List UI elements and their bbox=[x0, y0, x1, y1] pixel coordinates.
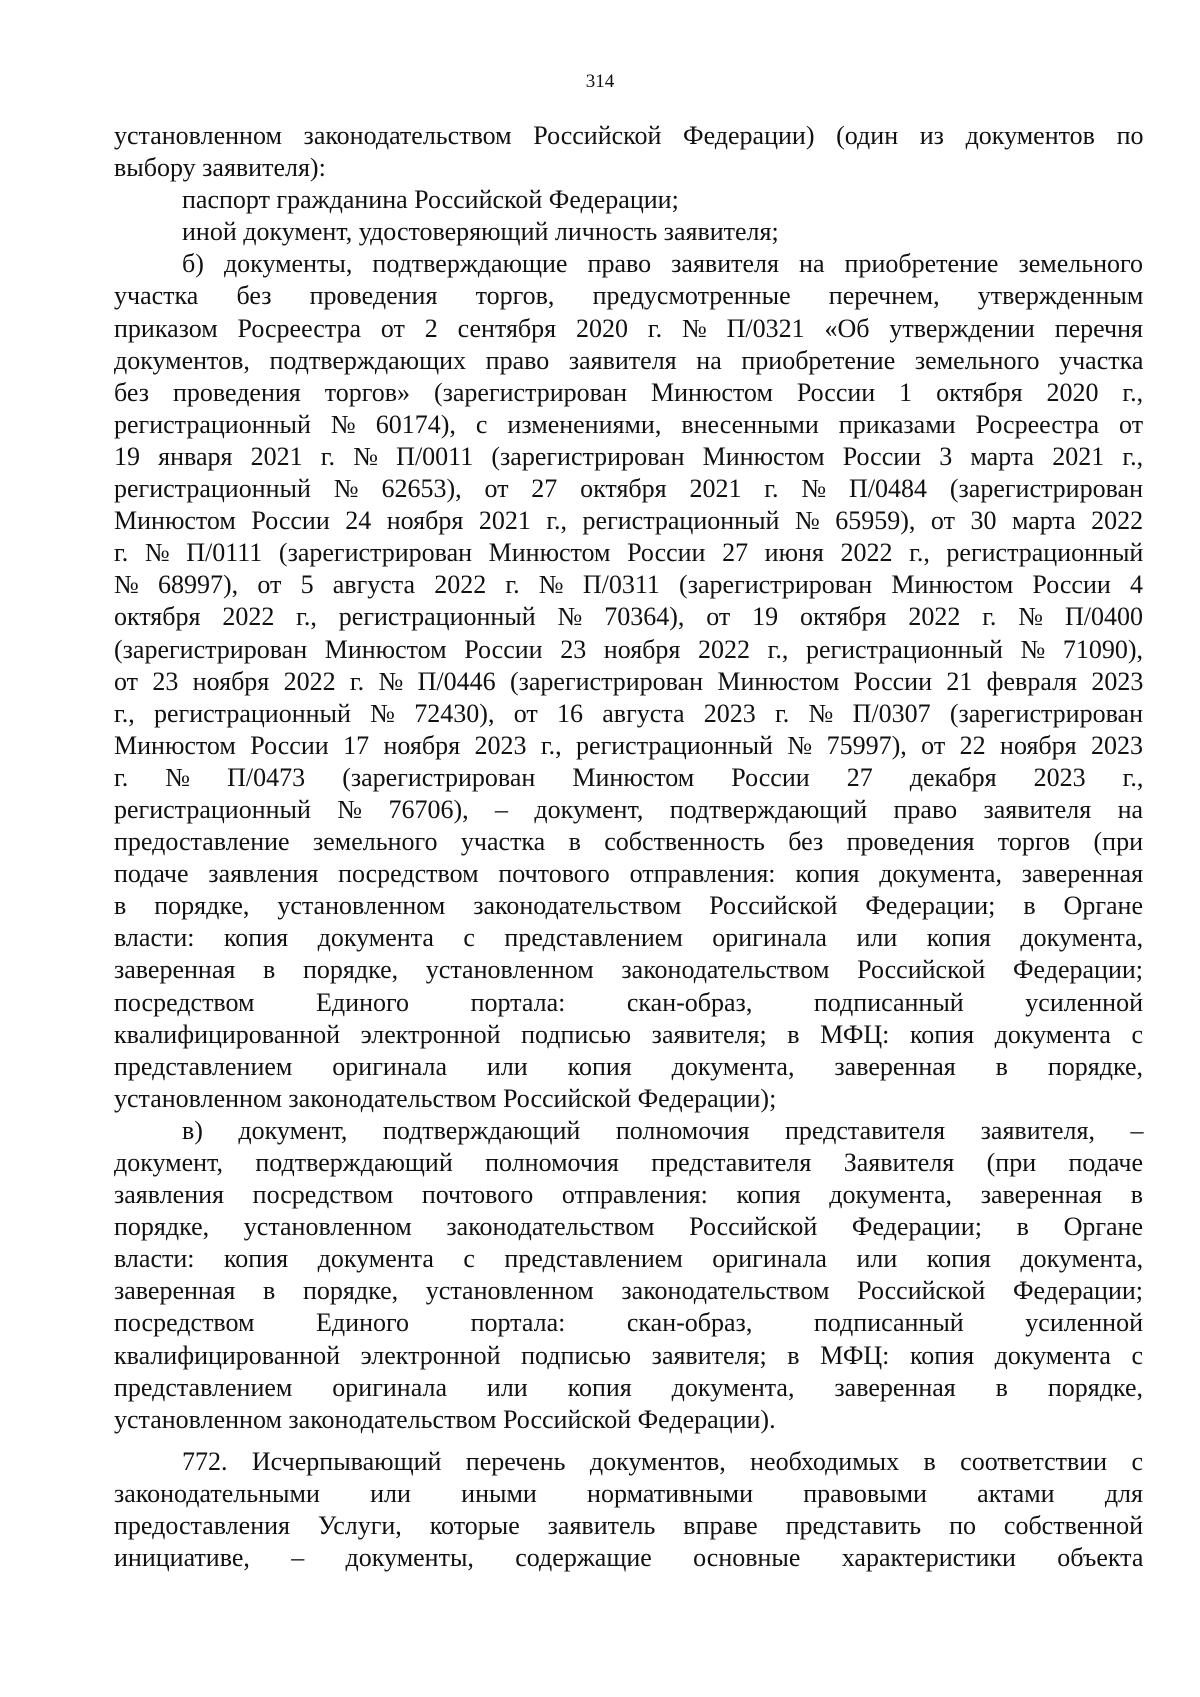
paragraph-v-line: посредством Единого портала: скан-образ, подписанный усиленной bbox=[114, 1308, 1143, 1338]
text-line: выбору заявителя): bbox=[114, 153, 326, 183]
paragraph-b-line: регистрационный № 76706), – документ, подтверждающий право заявителя на bbox=[114, 794, 1144, 824]
paragraph-v-line: заверенная в порядке, установленном законодательством Российской Федерации; bbox=[114, 1276, 1143, 1306]
paragraph-772-line: предоставления Услуги, которые заявитель вправе представить по собственной bbox=[114, 1511, 1143, 1541]
paragraph-b-line: предоставление земельного участка в собственность без проведения торгов (при bbox=[114, 827, 1143, 857]
paragraph-b-line: от 23 ноября 2022 г. № П/0446 (зарегистрирован Минюстом России 21 февраля 2023 bbox=[114, 666, 1144, 696]
paragraph-b-line: г. № П/0473 (зарегистрирован Минюстом России 27 декабря 2023 г., bbox=[114, 762, 1144, 792]
paragraph-b-line: Минюстом России 24 ноября 2021 г., регистрационный № 65959), от 30 марта 2022 bbox=[114, 506, 1144, 536]
text-line: установленном законодательством Российской Федерации) (один из документов по bbox=[114, 121, 1144, 150]
page-number: 314 bbox=[585, 71, 615, 92]
paragraph-v-line: установленном законодательством Российской Федерации). bbox=[114, 1404, 776, 1434]
paragraph-772-line: инициативе, – документы, содержащие основные характеристики объекта bbox=[114, 1543, 1144, 1573]
paragraph-b-line: подаче заявления посредством почтового отправления: копия документа, заверенная bbox=[114, 859, 1144, 889]
paragraph-b-line: 19 января 2021 г. № П/0011 (зарегистрирован Минюстом России 3 марта 2021 г., bbox=[114, 441, 1144, 471]
paragraph-772-line: законодательными или иными нормативными правовыми актами для bbox=[114, 1478, 1143, 1508]
list-item: паспорт гражданина Российской Федерации; bbox=[182, 185, 679, 215]
paragraph-b-line: б) документы, подтверждающие право заявителя на приобретение земельного bbox=[182, 249, 1144, 279]
document-body bbox=[114, 120, 1143, 1574]
paragraph-v-line: квалифицированной электронной подписью заявителя; в МФЦ: копия документа с bbox=[114, 1340, 1143, 1370]
paragraph-v-line: заявления посредством почтового отправления: копия документа, заверенная в bbox=[114, 1180, 1143, 1210]
paragraph-b-line: установленном законодательством Российской Федерации); bbox=[114, 1083, 777, 1113]
paragraph-b-line: посредством Единого портала: скан-образ, подписанный усиленной bbox=[114, 987, 1143, 1017]
paragraph-b-line: Минюстом России 17 ноября 2023 г., регистрационный № 75997), от 22 ноября 2023 bbox=[114, 730, 1144, 760]
paragraph-b-line: г., регистрационный № 72430), от 16 августа 2023 г. № П/0307 (зарегистрирован bbox=[114, 698, 1143, 728]
paragraph-b-line: октября 2022 г., регистрационный № 70364), от 19 октября 2022 г. № П/0400 bbox=[114, 602, 1143, 632]
paragraph-b-line: представлением оригинала или копия документа, заверенная в порядке, bbox=[114, 1051, 1143, 1081]
paragraph-b-line: г. № П/0111 (зарегистрирован Минюстом России 27 июня 2022 г., регистрационный bbox=[114, 538, 1144, 568]
paragraph-b-line: участка без проведения торгов, предусмотренные перечнем, утвержденным bbox=[114, 281, 1144, 311]
paragraph-v-line: власти: копия документа с представлением оригинала или копия документа, bbox=[114, 1244, 1144, 1274]
paragraph-b-line: без проведения торгов» (зарегистрирован Минюстом России 1 октября 2020 г., bbox=[114, 377, 1144, 407]
paragraph-b-line: регистрационный № 60174), с изменениями, внесенными приказами Росреестра от bbox=[114, 409, 1144, 439]
paragraph-v-line: представлением оригинала или копия документа, заверенная в порядке, bbox=[114, 1372, 1143, 1402]
paragraph-772-line: 772. Исчерпывающий перечень документов, необходимых в соответствии с bbox=[182, 1446, 1143, 1476]
list-item: иной документ, удостоверяющий личность заявителя; bbox=[182, 217, 779, 247]
paragraph-b-line: власти: копия документа с представлением оригинала или копия документа, bbox=[114, 923, 1144, 953]
paragraph-b-line: регистрационный № 62653), от 27 октября 2021 г. № П/0484 (зарегистрирован bbox=[114, 474, 1143, 504]
paragraph-gap bbox=[114, 1436, 1143, 1446]
paragraph-b-line: заверенная в порядке, установленном законодательством Российской Федерации; bbox=[114, 955, 1143, 985]
paragraph-b-line: (зарегистрирован Минюстом России 23 ноября 2022 г., регистрационный № 71090), bbox=[114, 634, 1144, 664]
paragraph-b-line: приказом Росреестра от 2 сентября 2020 г. № П/0321 «Об утверждении перечня bbox=[114, 313, 1144, 343]
paragraph-v-line: документ, подтверждающий полномочия представителя Заявителя (при подаче bbox=[114, 1148, 1143, 1177]
paragraph-b-line: в порядке, установленном законодательством Российской Федерации; в Органе bbox=[114, 891, 1143, 921]
paragraph-b-line: документов, подтверждающих право заявителя на приобретение земельного участка bbox=[114, 345, 1144, 375]
paragraph-v-line: порядке, установленном законодательством Российской Федерации; в Органе bbox=[114, 1212, 1143, 1242]
paragraph-v-line: в) документ, подтверждающий полномочия представителя заявителя, – bbox=[182, 1115, 1144, 1145]
paragraph-b-line: № 68997), от 5 августа 2022 г. № П/0311 (зарегистрирован Минюстом России 4 bbox=[114, 570, 1143, 600]
paragraph-b-line: квалифицированной электронной подписью заявителя; в МФЦ: копия документа с bbox=[114, 1019, 1143, 1049]
